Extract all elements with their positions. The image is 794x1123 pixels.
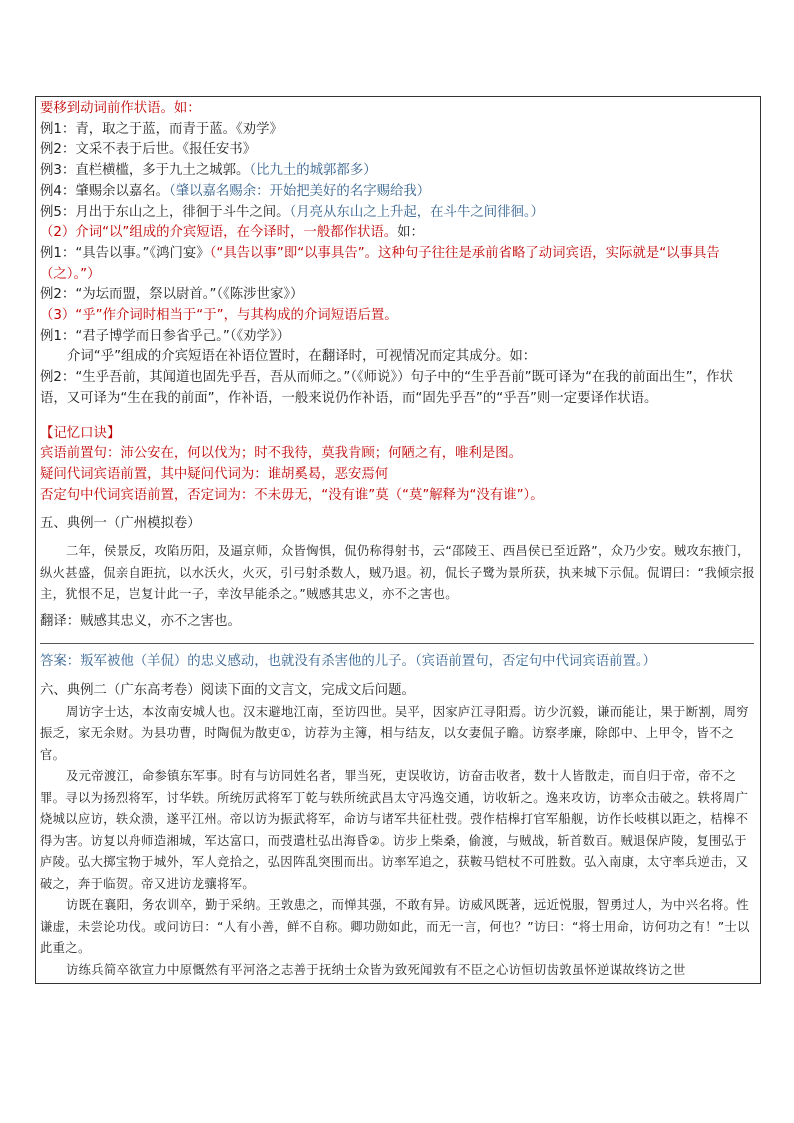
passage-paragraph: 周访字士达，本汝南安城人也。汉末避地江南，至访四世。吴平，因家庐江寻阳焉。访少沉毅，谦而能让，果于断割，周穷振乏，家无余财。为县功曹，时陶侃为散吏①，访荐为主簿，相与结友，以女妻侃子瞻。访察孝廉，除郎中、上甲令，皆不之官。: [40, 704, 749, 762]
translation-line: 翻译：贼感其忠义，亦不之害也。: [40, 613, 241, 629]
example-line: 例1：“君子博学而日参省乎己。”（《劝学》）: [40, 328, 291, 344]
document-body: [40, 99, 756, 981]
document-frame: [35, 96, 761, 984]
divider: [40, 643, 754, 644]
passage-paragraph: 及元帝渡江，命参镇东军事。时有与访同姓名者，罪当死，吏误收访，访奋击收者，数十人皆散走，而自归于帝，帝不之罪。寻以为扬烈将军，讨华轶。所统厉武将军丁乾与轶所统武昌太守冯逸交通，访收斩之。逸来攻访，访率众击破之。轶将周广烧城以应访，轶众溃，遂平江州。帝以访为振武将军，命访与诸军共征杜弢。弢作桔槔打官军船舰，访作长岐棋以距之，桔槔不得为害。访复以舟师造湘城，军达富口，而弢遣杜弘出海昏②。访步上柴桑，偷渡，与贼战，斩首数百。贼退保庐陵，复围弘于庐陵。弘大掷宝物于城外，军人竞拾之，弘因阵乱突围而出。访率军追之，获鞍马铠杖不可胜数。弘入南康，太守率兵逆击，又破之，奔于临贺。帝又进访龙骧将军。: [40, 769, 749, 891]
section-heading: 六、典例二（广东高考卷）阅读下面的文言文，完成文后问题。: [40, 682, 415, 698]
top-note: 要移到动词前作状语。如：: [40, 101, 201, 116]
example-line: 例4：肇赐余以嘉名。（肇以嘉名赐余：开始把美好的名字赐给我）: [40, 183, 431, 199]
memo-line: 疑问代词宾语前置，其中疑问代词为：谁胡奚曷，恶安焉何: [40, 466, 389, 482]
section-heading: （2）介词“以”组成的介宾短语，在今译时，一般都作状语。如：: [40, 225, 424, 241]
example-line: 例5：月出于东山之上，徘徊于斗牛之间。（月亮从东山之上升起，在斗牛之间徘徊。）: [40, 204, 544, 220]
example-line: 例1：“具告以事。”《鸿门宴》（“具告以事”即“以事具告”。这种句子往往是承前省略了动词宾语，实际就是“以事具告（之）。”）: [40, 245, 720, 282]
explanation-paragraph: 介词“乎”组成的介宾短语在补语位置时，在翻译时，可视情况而定其成分。如：: [67, 349, 537, 365]
memo-title: 【记忆口诀】: [40, 425, 121, 441]
passage-paragraph: 二年，侯景反，攻陷历阳，及逼京师，众皆恟惧，侃仍称得射书，云“邵陵王、西昌侯已至近路”，众乃少安。贼攻东掖门，纵火甚盛，侃亲自距抗，以水沃火，火灭，引弓射杀数人，贼乃退。初，侃长子鹭为景所获，执来城下示侃。侃谓曰：“我倾宗报主，犹恨不足，岂复计此一子，幸汝早能杀之。”贼感其忠义，亦不之害也。: [40, 544, 755, 602]
memo-line: 否定句中代词宾语前置，否定词为：不未毋无，“没有谁”莫（“莫”解释为“没有谁”）。: [40, 487, 544, 503]
example-line: 例2：“生乎吾前，其闻道也固先乎吾，吾从而师之。”（《师说》）句子中的“生乎吾前”既可译为“在我的前面出生”，作状语，又可译为“生在我的前面”，作补语，一般来说仍作补语，而“固先乎吾”的“乎吾”则一定要译作状语。: [40, 370, 733, 406]
passage-paragraph: 访练兵简卒欲宣力中原慨然有平河洛之志善于抚纳士众皆为致死闻敦有不臣之心访恒切齿敦虽怀逆谋故终访之世: [66, 962, 686, 977]
example-note: （比九土的城郭都多）: [249, 163, 377, 179]
example-note: （肇以嘉名赐余：开始把美好的名字赐给我）: [169, 183, 431, 199]
example-note: （月亮从东山之上升起，在斗牛之间徘徊。）: [289, 204, 544, 220]
example-line: 例2：“为坛而盟，祭以尉首。”（《陈涉世家》）: [40, 287, 304, 303]
example-note: （“具告以事”即“以事具告”。这种句子往往是承前省略了动词宾语，实际就是“以事具告（之）。”）: [40, 245, 720, 282]
section-heading: 五、典例一（广州模拟卷）: [40, 516, 201, 532]
example-line: 例2：文采不表于后世。《报任安书》: [40, 142, 257, 158]
example-line: 例1：青，取之于蓝，而青于蓝。《劝学》: [40, 121, 283, 137]
passage-paragraph: 访既在襄阳，务农训卒，勤于采纳。王敦患之，而惮其强，不敢有异。访威风既著，远近悦服，智勇过人，为中兴名将。性谦虚，未尝论功伐。或问访曰：“人有小善，鲜不自称。卿功勋如此，而无一言，何也？”访曰：“将士用命，访何功之有！”士以此重之。: [40, 898, 750, 956]
memo-line: 宾语前置句：沛公安在，何以伐为；时不我待，莫我肯顾；何陋之有，唯利是图。: [40, 446, 523, 462]
example-line: 例3：直栏横槛，多于九土之城郭。（比九土的城郭都多）: [40, 163, 377, 179]
answer-line: 答案：叛军被他（羊侃）的忠义感动，也就没有杀害他的儿子。（宾语前置句，否定句中代词宾语前置。）: [40, 654, 656, 670]
section-heading: （3）“乎”作介词时相当于“于”，与其构成的介词短语后置。: [40, 308, 398, 324]
